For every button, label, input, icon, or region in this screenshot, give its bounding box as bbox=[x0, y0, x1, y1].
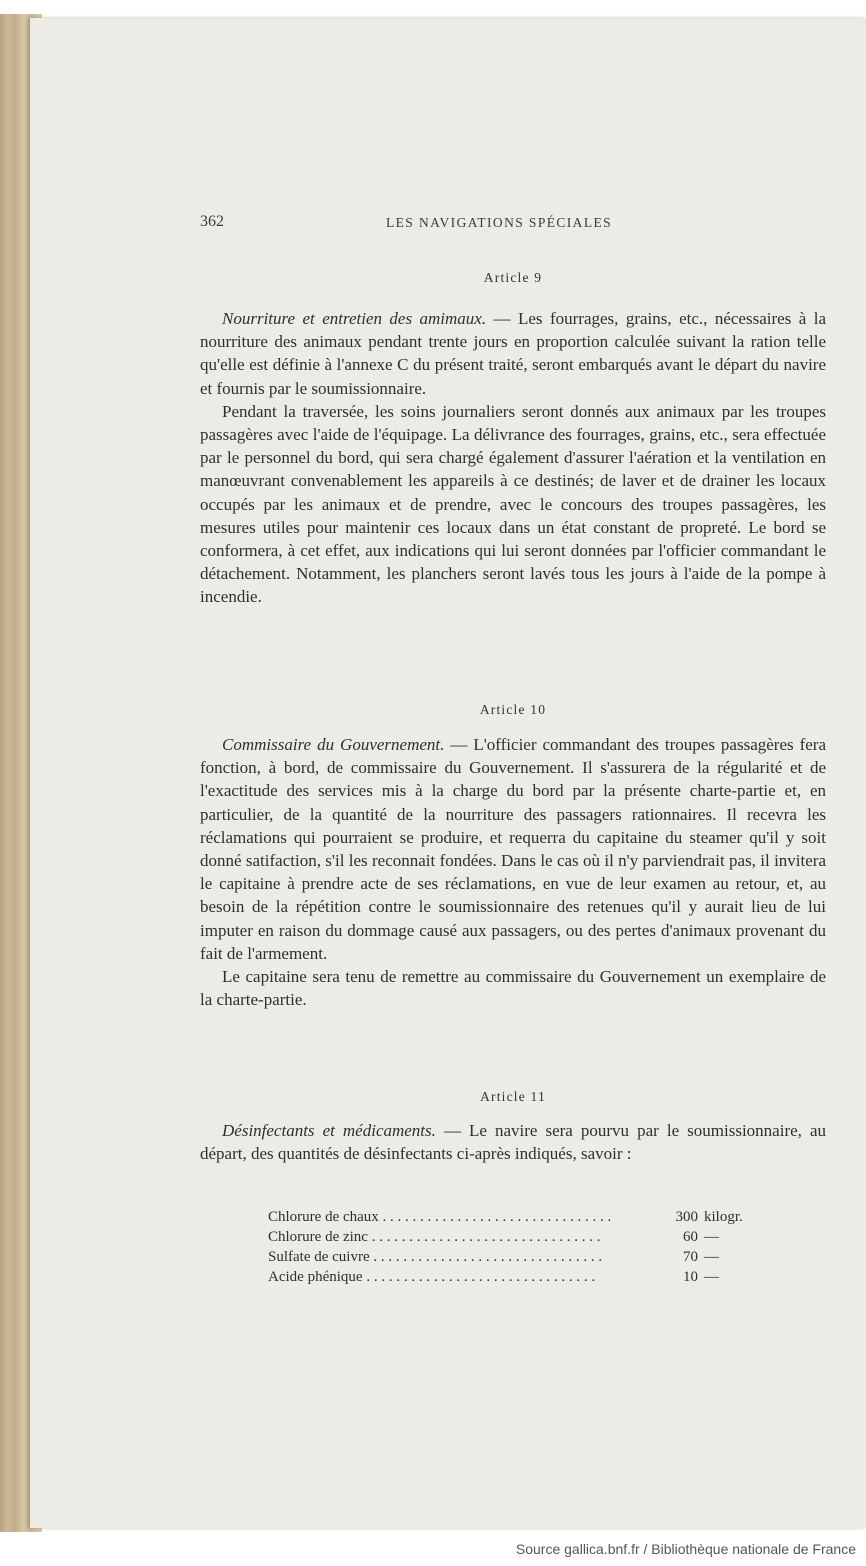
item-name: Chlorure de zinc . . . . . . . . . . . . . . . . . . . . . . . . . . . . . . . bbox=[268, 1229, 601, 1245]
article-10-title: Commissaire du Gouvernement. bbox=[222, 735, 445, 754]
list-item bbox=[268, 1247, 768, 1267]
item-unit: — bbox=[704, 1229, 719, 1245]
article-10-paragraph-2: Le capitaine sera tenu de remettre au commissaire du Gouvernement un exemplaire de la charte-partie. bbox=[200, 967, 826, 1010]
article-11-paragraph-1-text: — Le navire sera pourvu par le soumissionnaire, au départ, des quantités de désinfectants ci-après indiqués, savoir : bbox=[200, 1121, 826, 1164]
running-header bbox=[200, 213, 826, 235]
article-11-body bbox=[200, 1119, 826, 1165]
article-9-body bbox=[200, 307, 826, 609]
item-quantity: 60 bbox=[683, 1229, 698, 1245]
article-9-paragraph-1-text: — Les fourrages, grains, etc., nécessaires à la nourriture des animaux pendant trente jours en proportion calculée suivant la ration telle qu'elle est définie à l'annexe C du présent traité, seront embarqués avant le départ du navire et fournis par le soumissionnaire. bbox=[200, 309, 826, 398]
article-10-heading: Article 10 bbox=[479, 702, 547, 717]
list-item bbox=[268, 1267, 768, 1287]
item-unit: — bbox=[704, 1249, 719, 1265]
item-name: Acide phénique . . . . . . . . . . . . . . . . . . . . . . . . . . . . . . . bbox=[268, 1269, 596, 1285]
item-quantity: 10 bbox=[683, 1269, 698, 1285]
item-quantity: 70 bbox=[683, 1249, 698, 1265]
page-number: 362 bbox=[200, 213, 224, 230]
article-9-paragraph-1 bbox=[200, 307, 826, 400]
article-10-paragraph-1-text: — L'officier commandant des troupes passagères fera fonction, à bord, de commissaire du Gouvernement. Il s'assurera de la régularité et de l'exactitude des services mis à la charge du bord par la présente charte-partie et, en particulier, de la quantité de la nourriture des passagers rationnaires. Il recevra les réclamations qui pourraient se produire, et requerra du capitaine du steamer qu'il y soit donné satifaction, s'il les reconnait fondées. Dans le cas où il n'y parviendrait pas, il invitera le capitaine à prendre acte de ses réclamations, en vue de leur examen au retour, et, au besoin de la répétition contre le soumissionnaire des retenues qu'il y aurait lieu de lui imputer en raison du dommage causé aux passagers, ou des pertes d'animaux provenant du fait de l'armement. bbox=[200, 735, 826, 963]
article-11-heading: Article 11 bbox=[480, 1089, 546, 1104]
disinfectant-list bbox=[268, 1207, 768, 1287]
item-unit: kilogr. bbox=[704, 1209, 743, 1225]
article-11-title: Désinfectants et médicaments. bbox=[222, 1121, 436, 1140]
item-name: Sulfate de cuivre . . . . . . . . . . . . . . . . . . . . . . . . . . . . . . . bbox=[268, 1249, 603, 1265]
list-item bbox=[268, 1227, 768, 1247]
running-title: LES NAVIGATIONS SPÉCIALES bbox=[386, 215, 613, 230]
item-name: Chlorure de chaux . . . . . . . . . . . . . . . . . . . . . . . . . . . . . . . bbox=[268, 1209, 612, 1225]
list-item bbox=[268, 1207, 768, 1227]
article-10-paragraph-1 bbox=[200, 733, 826, 965]
article-9-heading: Article 9 bbox=[483, 270, 543, 285]
source-credit: Source gallica.bnf.fr / Bibliothèque nationale de France bbox=[515, 1541, 856, 1557]
article-9-paragraph-2: Pendant la traversée, les soins journaliers seront donnés aux animaux par les troupes passagères avec l'aide de l'équipage. La délivrance des fourrages, grains, etc., sera effectuée par le personnel du bord, qui sera chargé également d'assurer l'aération et la ventilation en manœuvrant convenablement les appareils à ce destinés; de laver et de drainer les locaux occupés par les animaux et de prendre, avec le concours des troupes passagères, les mesures utiles pour maintenir ces locaux dans un état constant de propreté. Le bord se conformera, à cet effet, aux indications qui lui seront données par l'officier commandant le détachement. Notamment, les planchers seront lavés tous les jours à l'aide de la pompe à incendie. bbox=[200, 401, 826, 607]
article-11-paragraph-1 bbox=[200, 1119, 826, 1165]
item-quantity: 300 bbox=[675, 1209, 698, 1225]
item-unit: — bbox=[704, 1269, 719, 1285]
article-9-title: Nourriture et entretien des amimaux. bbox=[222, 309, 487, 328]
article-10-body bbox=[200, 733, 826, 1011]
